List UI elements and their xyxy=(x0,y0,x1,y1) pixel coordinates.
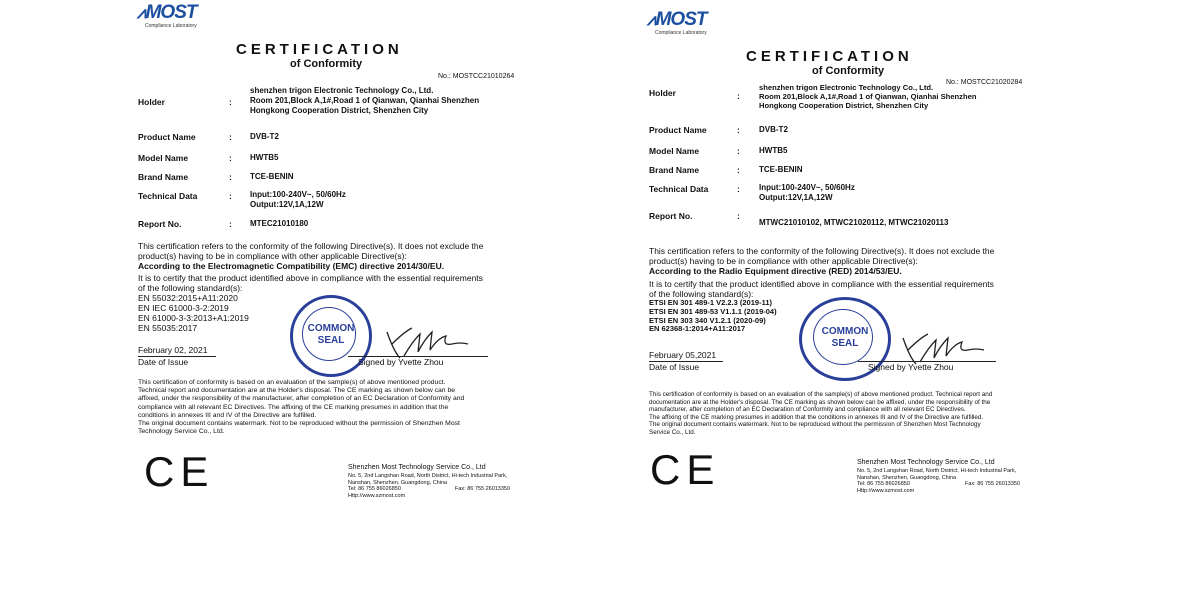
product-label: Product Name xyxy=(649,125,707,135)
signed-by: Signed by Yvette Zhou xyxy=(358,357,444,367)
most-logo: ⩘MOST xyxy=(647,9,707,30)
colon: : xyxy=(229,172,232,182)
model-value: HWTB5 xyxy=(759,146,788,155)
product-label: Product Name xyxy=(138,132,196,142)
standards-list: ETSI EN 301 489-1 V2.2.3 (2019-11) ETSI EN 301 489-53 V1.1.1 (2019-04) ETSI EN 303 340 V1.2.1 (2020-09) EN 62368-1:2014+A11:2017 xyxy=(649,298,777,334)
certify-text: It is to certify that the product identified above in compliance with the essential requirements of the following standard(s): EN 55032:2015+A11:2020 EN IEC 61000-3-2:2019 EN 61000-3-3:2013+A1:2019 EN 55035:2017 xyxy=(138,273,483,333)
technical-data-label: Technical Data xyxy=(138,191,198,201)
signed-by: Signed by Yvette Zhou xyxy=(868,362,954,372)
certificate-title: CERTIFICATION xyxy=(746,48,913,65)
colon: : xyxy=(229,191,232,201)
date-of-issue-label: Date of Issue xyxy=(138,357,189,367)
certificate-red xyxy=(600,0,1200,590)
technical-data-label: Technical Data xyxy=(649,184,709,194)
seal-label: COMMON SEAL xyxy=(307,323,355,346)
date-of-issue-label: Date of Issue xyxy=(649,362,700,372)
certificate-number: No.: MOSTCC21020284 xyxy=(946,79,1023,86)
report-value: MTWC21010102, MTWC21020112, MTWC21020113 xyxy=(759,218,949,227)
colon: : xyxy=(737,125,740,135)
company-address: No. 5, 2nd Langshan Road, North District, Hi-tech Industrial Park, Nanshan, Shenzhen, Guangdong, China xyxy=(857,468,1017,481)
colon: : xyxy=(737,211,740,221)
company-website: Http://www.szmost.com xyxy=(348,493,406,499)
company-name: Shenzhen Most Technology Service Co., Ltd xyxy=(857,459,995,466)
issue-date: February 02, 2021 xyxy=(138,345,208,355)
company-website: Http://www.szmost.com xyxy=(857,488,915,494)
certificate-subtitle: of Conformity xyxy=(290,58,363,70)
directive-text: This certification refers to the conformity of the following Directive(s). It does not exclude the product(s) having to be in compliance with other applicable Directive(s): According to the Electromagnetic Compatibility (EMC) directive 2014/30/EU. xyxy=(138,241,484,271)
model-value: HWTB5 xyxy=(250,153,279,162)
product-value: DVB-T2 xyxy=(250,132,279,141)
directive-text: This certification refers to the conformity of the following Directive(s). It does not exclude the product(s) having to be in compliance with other applicable Directive(s): According to the Radio Equipment directive (RED) 2014/53/EU. xyxy=(649,246,995,276)
colon: : xyxy=(737,146,740,156)
technical-data-value: Input:100-240V~, 50/60Hz Output:12V,1A,12W xyxy=(250,190,346,209)
brand-label: Brand Name xyxy=(138,172,189,182)
report-label: Report No. xyxy=(138,219,182,229)
colon: : xyxy=(737,165,740,175)
certificate-subtitle: of Conformity xyxy=(812,65,885,77)
holder-value: shenzhen trigon Electronic Technology Co., Ltd. Room 201,Block A,1#,Road 1 of Qianwan, Qianhai Shenzhen Hongkong Cooperation District, Shenzhen City xyxy=(759,83,977,110)
report-label: Report No. xyxy=(649,211,693,221)
holder-label: Holder xyxy=(138,97,165,107)
colon: : xyxy=(229,219,232,229)
colon: : xyxy=(229,153,232,163)
certificate-number: No.: MOSTCC21010264 xyxy=(438,73,515,80)
report-value: MTEC21010180 xyxy=(250,219,309,228)
certify-text: It is to certify that the product identified above in compliance with the essential requirements of the following standard(s): xyxy=(649,279,994,299)
ce-mark: CE xyxy=(650,446,721,493)
brand-label: Brand Name xyxy=(649,165,700,175)
company-tel: Tel: 86 755 86026850 xyxy=(857,481,910,487)
colon: : xyxy=(229,132,232,142)
issue-date: February 05,2021 xyxy=(649,350,717,360)
logo-subtitle: Compliance Laboratory xyxy=(655,30,707,36)
technical-data-value: Input:100-240V~, 50/60Hz Output:12V,1A,12W xyxy=(759,183,855,202)
company-fax: Fax: 86 755 26013350 xyxy=(455,486,511,492)
company-fax: Fax: 86 755 26013350 xyxy=(965,481,1021,487)
company-address: No. 5, 2nd Langshan Road, North District, Hi-tech Industrial Park, Nanshan, Shenzhen, Guangdong, China xyxy=(348,473,508,486)
company-tel: Tel: 86 755 86026850 xyxy=(348,486,401,492)
company-name: Shenzhen Most Technology Service Co., Ltd xyxy=(348,464,486,471)
product-value: DVB-T2 xyxy=(759,125,788,134)
colon: : xyxy=(737,91,740,101)
footer-disclaimer: This certification of conformity is based on an evaluation of the sample(s) of above mentioned product. Technical report and documentation are at the Holder's disposal. The CE marking as shown below can be affixed, under the responsibility of the manufacturer, after completion of an EC Declaration of Conformity and compliance with all relevant EC Directives. The affixing of the CE marking presumes in addition that the conditions in annexes III and IV of the Directive are fulfilled. The original document contains watermark. Not to be reproduced without the permission of Shenzhen Most Technology Service Co., Ltd. xyxy=(649,391,993,436)
ce-mark: CE xyxy=(144,448,215,495)
colon: : xyxy=(737,184,740,194)
seal-label: COMMON SEAL xyxy=(821,326,869,349)
model-label: Model Name xyxy=(138,153,189,163)
holder-label: Holder xyxy=(649,88,676,98)
model-label: Model Name xyxy=(649,146,700,156)
brand-value: TCE-BENIN xyxy=(759,165,803,174)
brand-value: TCE-BENIN xyxy=(250,172,294,181)
holder-value: shenzhen trigon Electronic Technology Co., Ltd. Room 201,Block A,1#,Road 1 of Qianwan, Qianhai Shenzhen Hongkong Cooperation District, Shenzhen City xyxy=(250,86,480,115)
colon: : xyxy=(229,97,232,107)
most-logo: ⩘MOST xyxy=(137,2,197,23)
footer-disclaimer: This certification of conformity is based on an evaluation of the sample(s) of above mentioned product. Technical report and documentation are at the Holder's disposal. The CE marking as shown below can be affixed, under the responsibility of the manufacturer, after completion of an EC Declaration of Conformity and compliance with all relevant EC Directives. The affixing of the CE marking presumes in addition that the conditions in annexes III and IV of the Directive are fulfilled. The original document contains watermark. Not to be reproduced without the permission of Shenzhen Most Technology Service Co., Ltd. xyxy=(138,379,465,436)
logo-subtitle: Compliance Laboratory xyxy=(145,23,197,29)
certificate-title: CERTIFICATION xyxy=(236,41,403,58)
